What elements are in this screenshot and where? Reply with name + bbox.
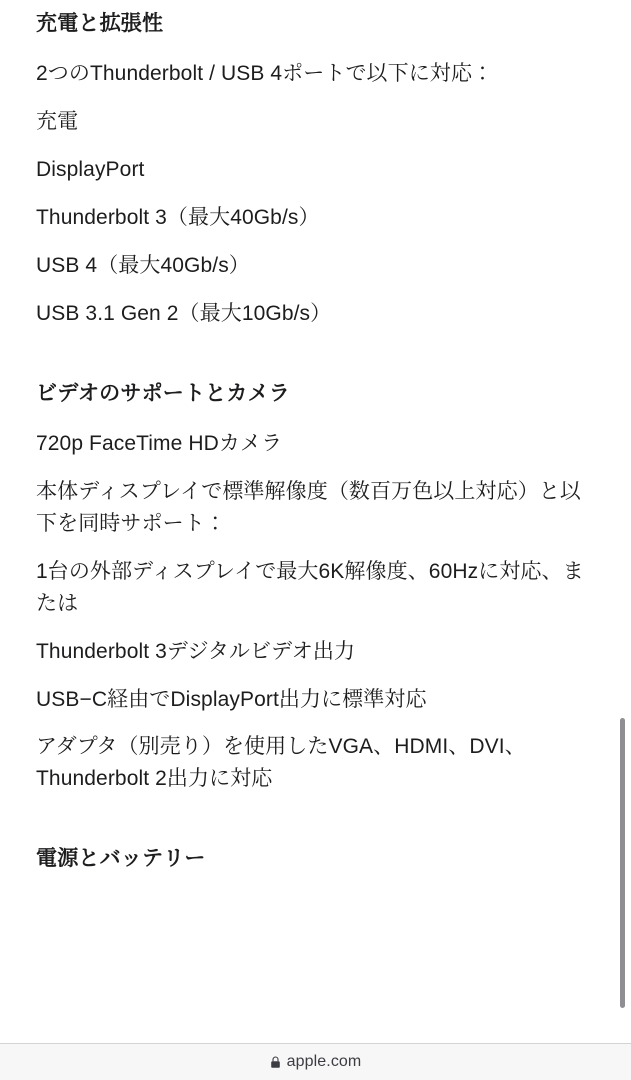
scrollbar-thumb[interactable]	[620, 718, 625, 1008]
spec-line: Thunderbolt 3（最大40Gb/s）	[36, 206, 320, 230]
spec-line: USB 4（最大40Gb/s）	[36, 253, 250, 277]
lock-icon	[270, 1056, 281, 1069]
spec-line: USB 3.1 Gen 2（最大10Gb/s）	[36, 301, 332, 325]
section-spacer	[36, 340, 595, 370]
spec-line: 720p FaceTime HDカメラ	[36, 432, 283, 456]
spec-line: 2つのThunderbolt / USB 4ポートで以下に対応：	[36, 62, 494, 86]
section-title-charging: 充電と拡張性	[36, 12, 164, 35]
url-text: apple.com	[286, 1053, 362, 1070]
section-title-video-camera: ビデオのサポートとカメラ	[36, 381, 290, 405]
section-title-power-battery: 電源とバッテリー	[36, 847, 206, 871]
spec-line: 1台の外部ディスプレイで最大6K解像度、60Hzに対応、または	[36, 559, 584, 615]
spec-line: Thunderbolt 3デジタルビデオ出力	[36, 639, 356, 663]
spec-line: DisplayPort	[36, 158, 145, 182]
browser-url-bar[interactable]	[0, 1043, 631, 1080]
section-spacer	[36, 805, 595, 835]
spec-line: 本体ディスプレイで標準解像度（数百万色以上対応）と以下を同時サポート：	[36, 480, 582, 535]
spec-line: 充電	[36, 110, 79, 134]
spec-line: アダプタ（別売り）を使用したVGA、HDMI、DVI、Thunderbolt 2出力に対応	[36, 735, 526, 791]
spec-line: USB−C経由でDisplayPort出力に標準対応	[36, 687, 427, 711]
scrollbar-track[interactable]	[623, 0, 628, 1043]
